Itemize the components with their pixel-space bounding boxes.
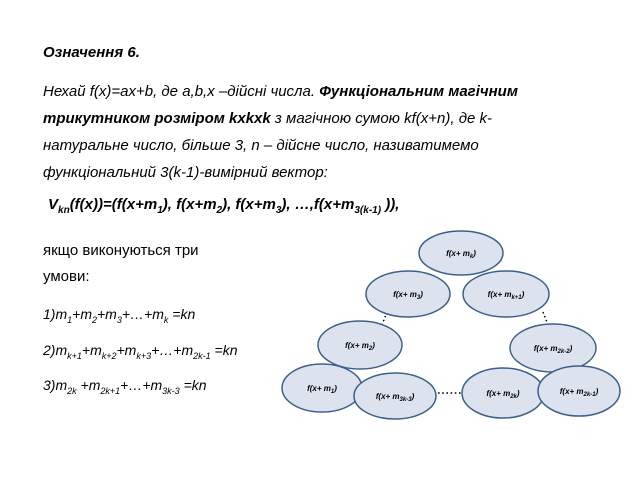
c3-sub-c: 3k-3 [162,385,180,396]
node-bottom-1-label: $f(x+ m_1)$ [307,384,337,395]
paragraph-line-4: функціональний 3(k-1)-вимірний вектор: [43,164,328,181]
line2-text: з магічною сумою kf(x+n), де k- [270,110,492,127]
c1-part-a: 1)m [43,306,68,322]
triangle-node-bottom-3 [462,368,544,418]
c2-sub-a: k+1 [67,350,82,361]
c2-part-c: +m [116,342,137,358]
line2-bold-text: трикутником розміром kxkxk [43,110,271,127]
vector-end: )), [381,196,400,213]
c2-part-d: +…+m [151,342,194,358]
vector-sub-4: 3(k-1) [354,205,382,216]
line1-bold-text: Функціональним магічним [319,83,518,100]
triangle-node-bottom-2 [354,373,436,419]
c3-part-b: +m [76,377,101,393]
c3-part-e: =kn [179,377,207,393]
vector-sub-2: 2 [216,205,223,216]
vector-term-2: ), f(x+m [162,196,217,213]
node-bottom-3-label: $f(x+ m_{2k})$ [486,389,520,400]
c3-part-a: 3)m [43,377,68,393]
triangle-node-lower-right [510,324,596,372]
node-bottom-2-label: $f(x+ m_{3k-3})$ [375,392,415,403]
vector-symbol: V [48,196,59,213]
c1-sub-b: 2 [91,314,97,325]
c1-part-b: +m [72,306,92,322]
c1-sub-a: 1 [67,314,73,325]
node-mid-right-label: $f(x+ m_{k+1})$ [487,290,525,301]
vector-subscript: kn [58,205,70,216]
triangle-node-top [419,231,503,275]
vector-term-4: ), …,f(x+m [281,196,355,213]
vector-sub-1: 1 [157,205,163,216]
triangle-node-bottom-4 [538,366,620,416]
c3-sub-a: 2k [67,385,77,396]
vector-sub-3: 3 [275,205,282,216]
line1-text: Нехай f(x)=ax+b, де a,b,x –дійсні числа. [43,83,320,100]
conditions-title-line-1: якщо виконуються три [43,242,199,259]
vector-term-1: f(x+m [116,196,158,213]
c2-part-b: +m [81,342,102,358]
vector-term-3: ), f(x+m [222,196,276,213]
c2-part-a: 2)m [43,342,68,358]
triangle-node-mid-right [463,271,549,317]
c3-sub-b: 2k+1 [100,385,121,396]
triangle-node-lower-left [318,321,402,369]
c1-part-d: +…+m [121,306,164,322]
node-lower-right-label: $f(x+ m_{2k-2})$ [533,344,573,355]
c2-sub-c: k+3 [136,350,152,361]
node-bottom-4-label: $f(x+ m_{2k-1})$ [559,387,599,398]
node-mid-left-label: $f(x+ m_3)$ [393,290,423,301]
c1-part-e: =kn [168,306,196,322]
node-top-label: $f(x+ m_k)$ [446,249,476,260]
paragraph-line-3: натуральне число, більше 3, n – дійсне число, називатимемо [43,137,479,154]
c1-sub-d: k [163,314,169,325]
c2-sub-d: 2k-1 [193,350,211,361]
c2-part-e: =kn [210,342,238,358]
node-lower-left-label: $f(x+ m_2)$ [345,341,375,352]
c1-sub-c: 3 [116,314,122,325]
c2-sub-b: k+2 [101,350,117,361]
c1-part-c: +m [97,306,117,322]
triangle-node-mid-left [366,271,450,317]
c3-part-c: +…+m [120,377,163,393]
triangle-node-bottom-1 [282,364,362,412]
definition-heading: Означення 6. [43,44,140,61]
conditions-title-line-2: умови: [43,268,90,285]
vector-mid: (f(x))=( [69,196,117,213]
